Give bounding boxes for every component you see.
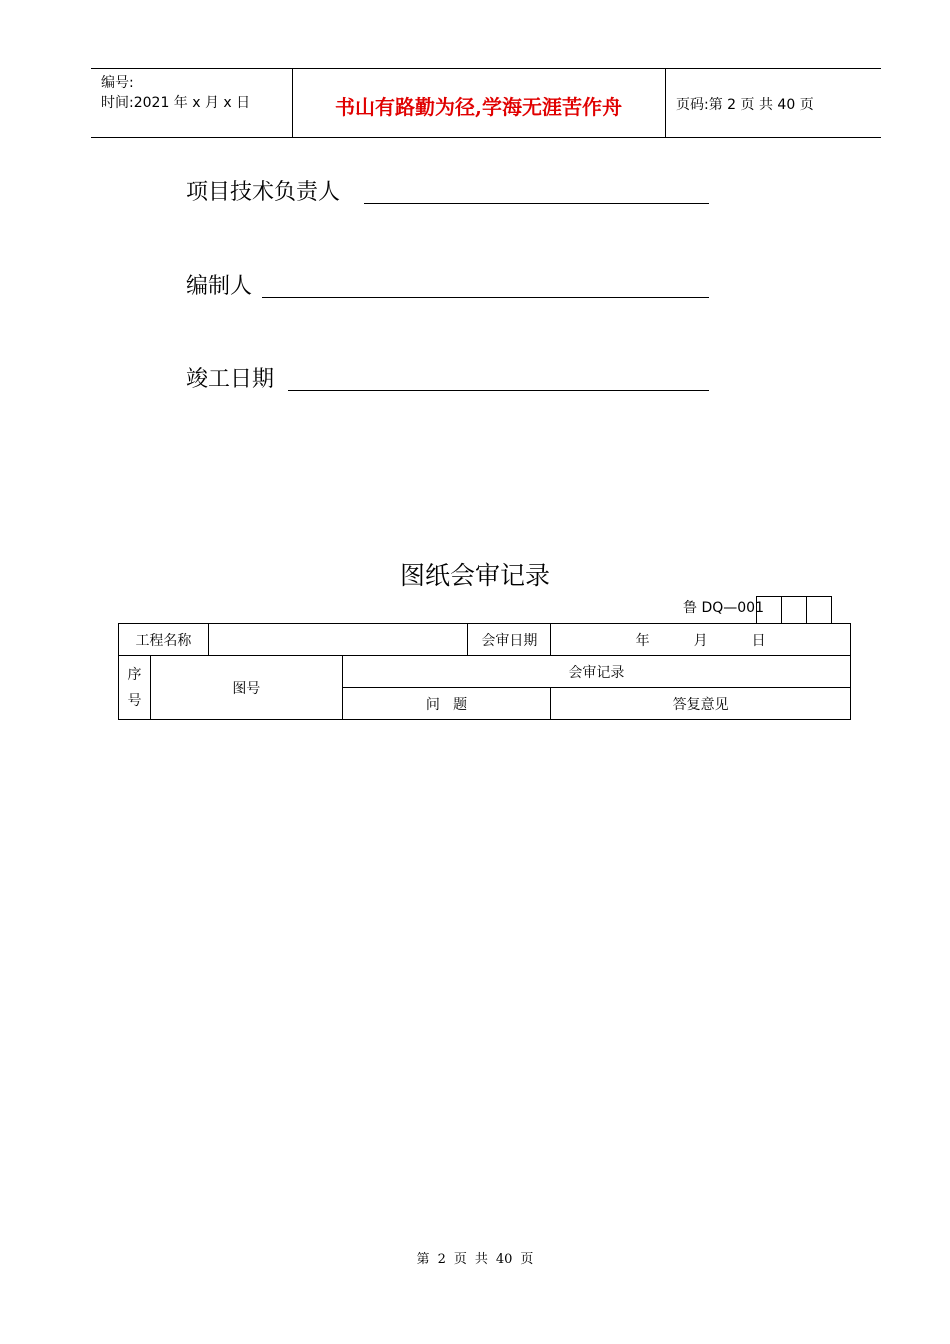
date-year: 年 xyxy=(635,632,650,649)
footer-p3: 共 xyxy=(474,1252,488,1267)
review-date-value[interactable] xyxy=(551,624,851,656)
seq-label-top: 序 xyxy=(127,666,142,683)
code-boxes xyxy=(756,596,832,623)
page-footer xyxy=(0,1248,950,1267)
record-title: 图纸会审记录 xyxy=(399,561,550,590)
page-code: 页码:第 2 页 共 40 页 xyxy=(676,97,814,113)
form-code: 鲁 DQ—001 xyxy=(683,600,764,616)
review-date-label: 会审日期 xyxy=(468,624,551,656)
date-month: 月 xyxy=(693,632,708,649)
preparer-label: 编制人 xyxy=(186,274,253,299)
date-day: 日 xyxy=(751,632,766,649)
project-name-label: 工程名称 xyxy=(119,624,209,656)
motto-text: 书山有路勤为径,学海无涯苦作舟 xyxy=(335,95,622,119)
tech-lead-label: 项目技术负责人 xyxy=(186,180,341,205)
tech-lead-blank[interactable] xyxy=(364,203,709,204)
header-right-cell xyxy=(666,69,881,137)
project-name-value[interactable] xyxy=(208,624,468,656)
preparer-signature-line xyxy=(186,266,709,300)
drawing-no-label: 图号 xyxy=(150,656,342,720)
header-left-cell xyxy=(91,69,293,137)
number-label: 编号: xyxy=(101,75,134,91)
review-record-table xyxy=(118,623,851,720)
reply-label: 答复意见 xyxy=(551,688,851,720)
footer-total: 40 xyxy=(495,1252,513,1267)
footer-p2: 页 xyxy=(453,1252,467,1267)
preparer-blank[interactable] xyxy=(262,297,709,298)
header-middle-cell xyxy=(292,69,666,137)
seq-label-bottom: 号 xyxy=(127,692,142,709)
table-row xyxy=(119,624,851,656)
code-box[interactable] xyxy=(806,596,832,624)
code-box[interactable] xyxy=(756,596,781,624)
completion-date-blank[interactable] xyxy=(288,390,709,391)
completion-date-label: 竣工日期 xyxy=(186,367,275,392)
code-box[interactable] xyxy=(781,596,806,624)
issue-label: 问 题 xyxy=(342,688,551,720)
review-record-label: 会审记录 xyxy=(342,656,850,688)
footer-p1: 第 xyxy=(416,1252,430,1267)
completion-date-line xyxy=(186,359,709,393)
footer-p4: 页 xyxy=(520,1252,534,1267)
footer-page: 2 xyxy=(437,1252,446,1267)
tech-lead-signature-line xyxy=(186,172,709,206)
table-row xyxy=(119,656,851,688)
seq-label xyxy=(119,656,151,720)
page-header xyxy=(91,68,881,138)
time-label: 时间:2021 年 x 月 x 日 xyxy=(101,95,251,111)
